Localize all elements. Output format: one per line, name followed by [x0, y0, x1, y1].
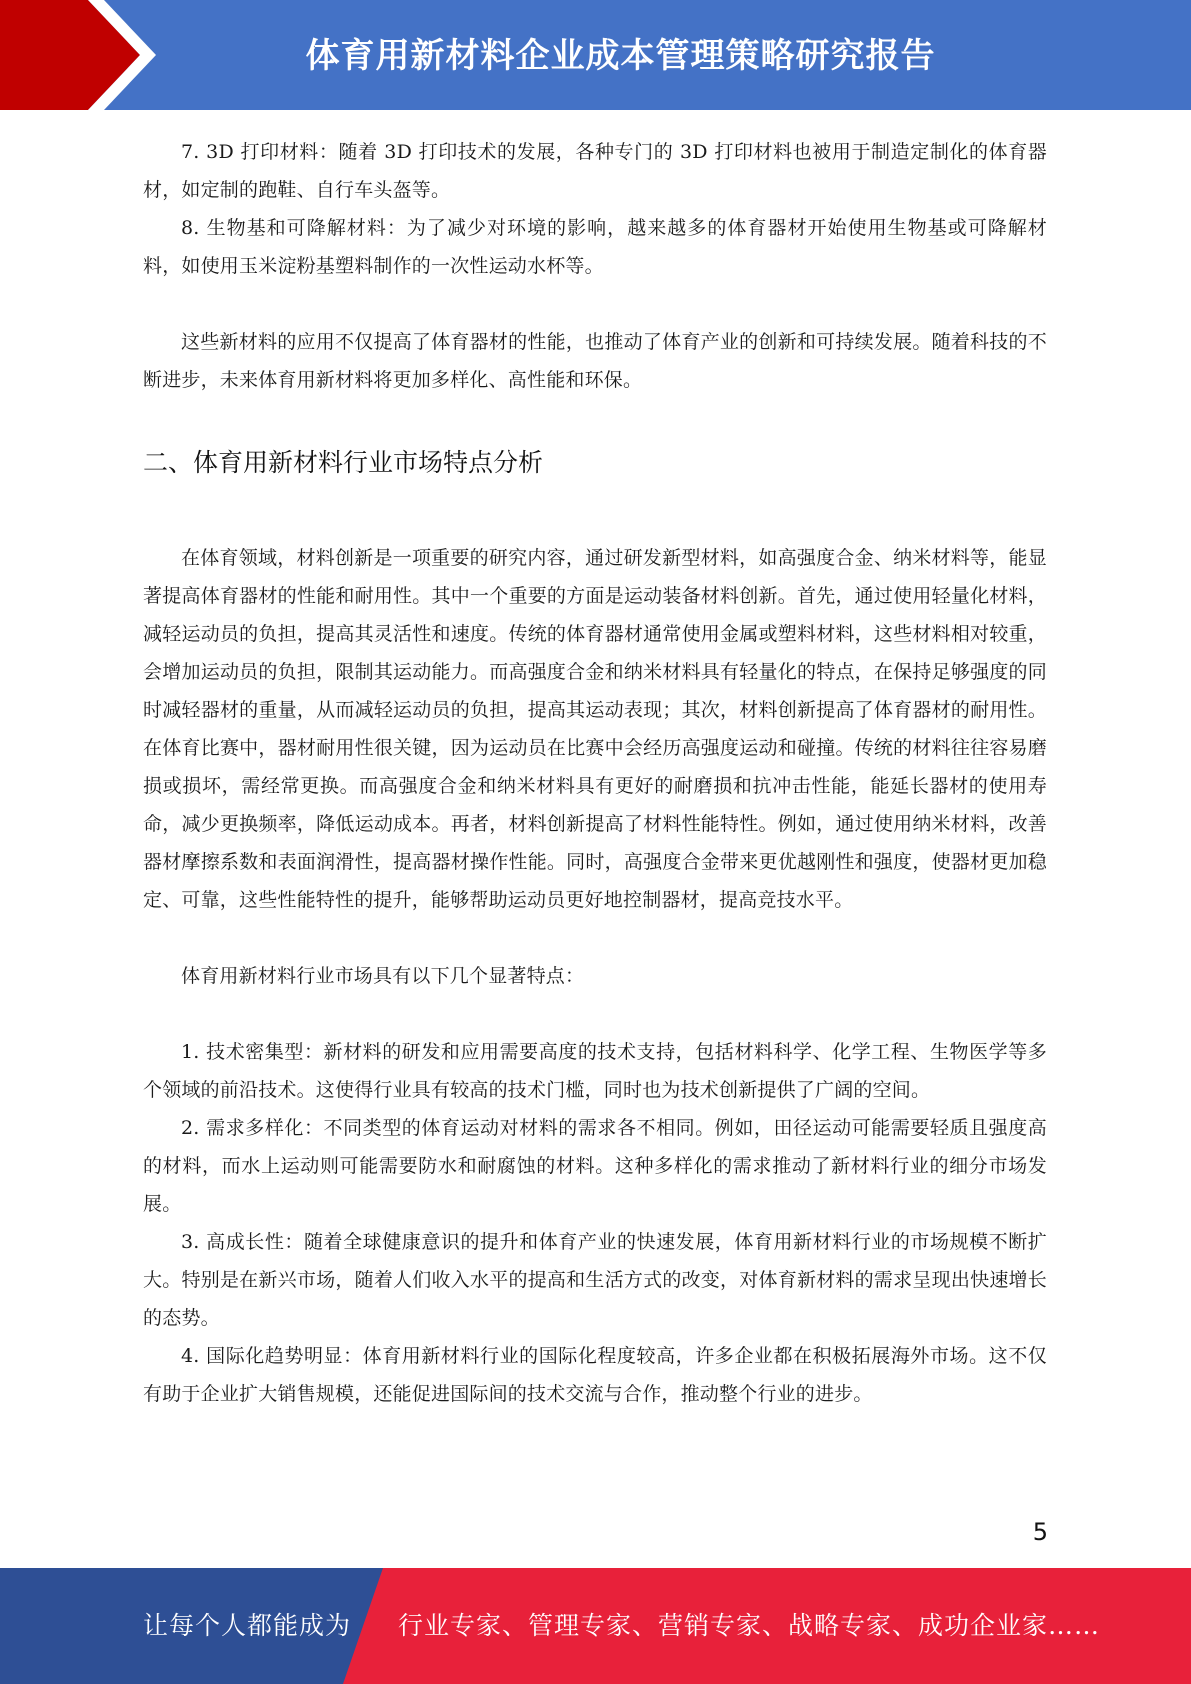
page-header	[0, 0, 1191, 110]
list-item: 8. 生物基和可降解材料：为了减少对环境的影响，越来越多的体育器材开始使用生物基或可降解材料，如使用玉米淀粉基塑料制作的一次性运动水杯等。	[143, 217, 1047, 277]
list-item: 4. 国际化趋势明显：体育用新材料行业的国际化程度较高，许多企业都在积极拓展海外市场。这不仅有助于企业扩大销售规模，还能促进国际间的技术交流与合作，推动整个行业的进步。	[143, 1345, 1047, 1405]
spacer	[143, 487, 1047, 539]
footer-slogan-right: 行业专家、管理专家、营销专家、战略专家、成功企业家……	[398, 1611, 1101, 1640]
list-item: 3. 高成长性：随着全球健康意识的提升和体育产业的快速发展，体育用新材料行业的市场规模不断扩大。特别是在新兴市场，随着人们收入水平的提高和生活方式的改变，对体育新材料的需求呈现出快速增长的态势。	[143, 1231, 1047, 1329]
spacer	[143, 995, 1047, 1033]
page-number: 5	[1032, 1518, 1048, 1546]
list-item: 1. 技术密集型：新材料的研发和应用需要高度的技术支持，包括材料科学、化学工程、生物医学等多个领域的前沿技术。这使得行业具有较高的技术门槛，同时也为技术创新提供了广阔的空间。	[143, 1041, 1047, 1101]
list-item: 7. 3D 打印材料：随着 3D 打印技术的发展，各种专门的 3D 打印材料也被用于制造定制化的体育器材，如定制的跑鞋、自行车头盔等。	[143, 141, 1047, 201]
report-title: 体育用新材料企业成本管理策略研究报告	[305, 36, 936, 76]
section-heading: 二、体育用新材料行业市场特点分析	[143, 448, 544, 477]
spacer	[143, 919, 1047, 957]
summary-paragraph: 这些新材料的应用不仅提高了体育器材的性能，也推动了体育产业的创新和可持续发展。随着科技的不断进步，未来体育用新材料将更加多样化、高性能和环保。	[143, 331, 1047, 391]
features-intro: 体育用新材料行业市场具有以下几个显著特点：	[181, 965, 585, 987]
list-item: 2. 需求多样化：不同类型的体育运动对材料的需求各不相同。例如，田径运动可能需要轻质且强度高的材料，而水上运动则可能需要防水和耐腐蚀的材料。这种多样化的需求推动了新材料行业的细分市场发展。	[143, 1117, 1047, 1215]
section-paragraph: 在体育领域，材料创新是一项重要的研究内容，通过研发新型材料，如高强度合金、纳米材料等，能显著提高体育器材的性能和耐用性。其中一个重要的方面是运动装备材料创新。首先，通过使用轻量化材料，减轻运动员的负担，提高其灵活性和速度。传统的体育器材通常使用金属或塑料材料，这些材料相对较重，会增加运动员的负担，限制其运动能力。而高强度合金和纳米材料具有轻量化的特点，在保持足够强度的同时减轻器材的重量，从而减轻运动员的负担，提高其运动表现；其次，材料创新提高了体育器材的耐用性。在体育比赛中，器材耐用性很关键，因为运动员在比赛中会经历高强度运动和碰撞。传统的材料往往容易磨损或损坏，需经常更换。而高强度合金和纳米材料具有更好的耐磨损和抗冲击性能，能延长器材的使用寿命，减少更换频率，降低运动成本。再者，材料创新提高了材料性能特性。例如，通过使用纳米材料，改善器材摩擦系数和表面润滑性，提高器材操作性能。同时，高强度合金带来更优越刚性和强度，使器材更加稳定、可靠，这些性能特性的提升，能够帮助运动员更好地控制器材，提高竞技水平。	[143, 547, 1047, 911]
header-chevron-icon	[0, 0, 200, 110]
spacer	[143, 285, 1047, 323]
spacer	[143, 399, 1047, 439]
page-footer	[0, 1568, 1191, 1684]
footer-slogan-left: 让每个人都能成为	[143, 1611, 352, 1640]
main-content	[143, 133, 1047, 1413]
